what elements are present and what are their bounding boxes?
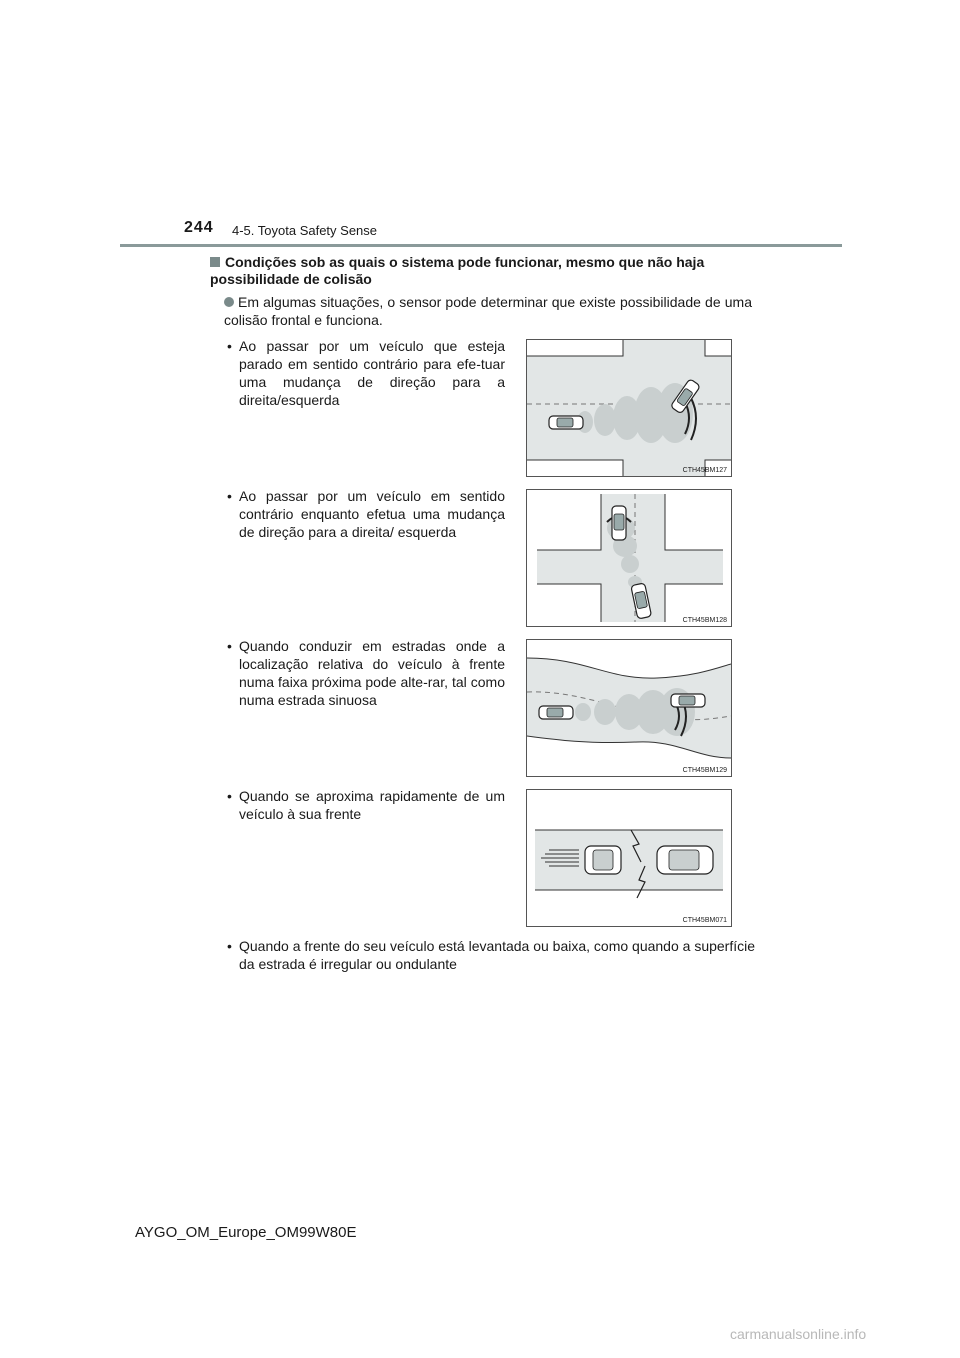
watermark: carmanualsonline.info xyxy=(730,1326,867,1342)
figure-rapid-approach xyxy=(526,789,732,927)
winding-road-diagram xyxy=(527,640,731,776)
list-item xyxy=(227,487,505,541)
condition-heading xyxy=(210,254,755,288)
own-car-icon xyxy=(585,846,621,874)
rapid-approach-diagram xyxy=(527,790,731,926)
main-bullet-text: Em algumas situações, o sensor pode determinar que existe possibilidade de uma colisão frontal e funciona. xyxy=(224,294,752,328)
document-footer: AYGO_OM_Europe_OM99W80E xyxy=(135,1224,357,1241)
page-number: 244 xyxy=(184,219,214,236)
figure-code: CTH45BM127 xyxy=(682,467,727,474)
figure-turning-passing-stopped-vehicle xyxy=(526,339,732,477)
own-car-icon xyxy=(539,706,573,719)
intersection-diagram-2 xyxy=(527,490,731,626)
list-item xyxy=(227,787,505,823)
figure-winding-road xyxy=(526,639,732,777)
bullet-mark: • xyxy=(227,788,232,804)
section-title: 4-5. Toyota Safety Sense xyxy=(232,223,378,238)
list-item xyxy=(227,637,505,709)
bullet-mark: • xyxy=(227,338,232,354)
heading-text: Condições sob as quais o sistema pode funcionar, mesmo que não haja possibilidade de colisão xyxy=(210,254,705,287)
oncoming-car-icon xyxy=(612,506,626,540)
vehicle-ahead-icon xyxy=(671,694,705,707)
bullet-mark: • xyxy=(227,638,232,654)
list-item xyxy=(227,337,505,409)
bullet-mark: • xyxy=(227,938,232,954)
vehicle-ahead-icon xyxy=(657,846,713,874)
bullet-mark: • xyxy=(227,488,232,504)
list-item xyxy=(227,937,759,973)
list-item-text: Quando se aproxima rapidamente de um veículo à sua frente xyxy=(239,788,505,822)
intersection-diagram-1 xyxy=(527,340,731,476)
figure-code: CTH45BM071 xyxy=(682,917,727,924)
own-car-icon xyxy=(549,416,583,429)
main-bullet xyxy=(224,293,752,329)
figure-turning-passing-oncoming-vehicle xyxy=(526,489,732,627)
figure-code: CTH45BM129 xyxy=(682,767,727,774)
list-item-text: Ao passar por um veículo em sentido contrário enquanto efetua uma mudança de direção para a direita/ esquerda xyxy=(239,488,505,540)
square-bullet-icon xyxy=(210,257,220,267)
list-item-text: Quando a frente do seu veículo está levantada ou baixa, como quando a superfície da estrada é irregular ou ondulante xyxy=(239,938,756,972)
list-item-text: Ao passar por um veículo que esteja parado em sentido contrário para efe-tuar uma mudança de direção para a direita/esquerda xyxy=(239,338,505,408)
circle-bullet-icon xyxy=(224,297,234,307)
header-divider xyxy=(120,244,842,247)
figure-code: CTH45BM128 xyxy=(682,617,727,624)
list-item-text: Quando conduzir em estradas onde a localização relativa do veículo à frente numa faixa próxima pode alte-rar, tal como numa estrada sinuosa xyxy=(239,638,505,708)
